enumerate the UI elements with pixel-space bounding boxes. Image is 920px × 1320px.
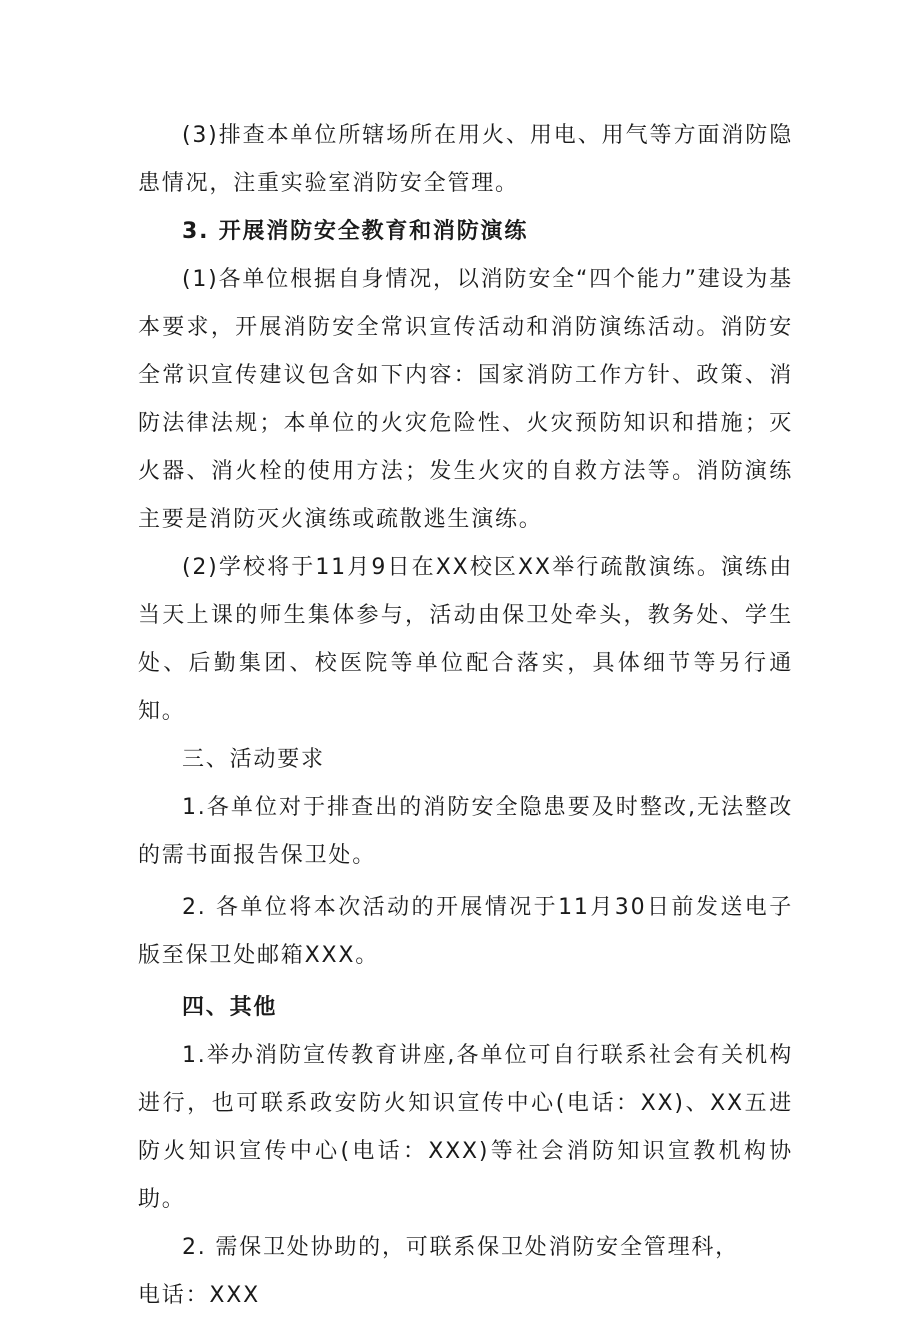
heading-3-fire-education: 3. 开展消防安全教育和消防演练 xyxy=(182,219,529,244)
section-heading-requirements: 三、活动要求 xyxy=(182,747,325,772)
paragraph-requirement-1: 1.各单位对于排查出的消防安全隐患要及时整改,无法整改的需书面报告保卫处。 xyxy=(138,795,793,868)
paragraph-education-1: (1)各单位根据自身情况，以消防安全“四个能力”建设为基本要求，开展消防安全常识宣传活动和消防演练活动。消防安全常识宣传建议包含如下内容：国家消防工作方针、政策、消防法律法规；本单位的火灾危险性、火灾预防知识和措施；灭火器、消火栓的使用方法；发生火灾的自救方法等。消防演练主要是消防灭火演练或疏散逃生演练。 xyxy=(138,267,793,532)
document-body xyxy=(138,112,793,1320)
paragraph-other-2: 2. 需保卫处协助的，可联系保卫处消防安全管理科， xyxy=(182,1235,739,1260)
paragraph-item-3: (3)排查本单位所辖场所在用火、用电、用气等方面消防隐患情况，注重实验室消防安全管理。 xyxy=(138,123,793,196)
paragraph-evacuation-drill: (2)学校将于11月9日在XX校区XX举行疏散演练。演练由当天上课的师生集体参与，活动由保卫处牵头，教务处、学生处、后勤集团、校医院等单位配合落实，具体细节等另行通知。 xyxy=(138,555,793,724)
section-heading-other: 四、其他 xyxy=(182,995,278,1020)
paragraph-requirement-2: 2. 各单位将本次活动的开展情况于11月30日前发送电子版至保卫处邮箱XXX。 xyxy=(138,895,793,968)
paragraph-phone: 电话：XXX xyxy=(138,1283,261,1308)
paragraph-other-1: 1.举办消防宣传教育讲座,各单位可自行联系社会有关机构进行，也可联系政安防火知识宣传中心(电话：XX)、XX五进防火知识宣传中心(电话：XXX)等社会消防知识宣教机构协助。 xyxy=(138,1043,793,1212)
